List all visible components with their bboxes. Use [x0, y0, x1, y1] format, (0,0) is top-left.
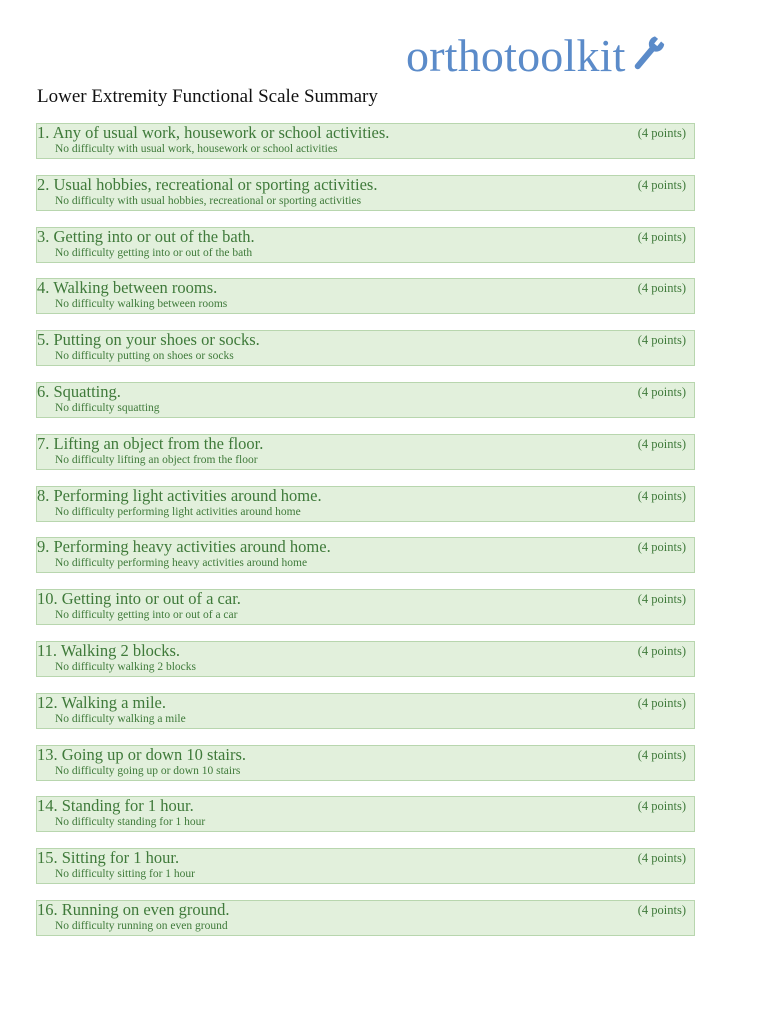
list-item	[36, 486, 695, 522]
list-item	[36, 123, 695, 159]
item-points: (4 points)	[637, 592, 686, 607]
list-item	[36, 693, 695, 729]
item-answer: No difficulty with usual work, housework or school activities	[55, 143, 338, 155]
list-item	[36, 382, 695, 418]
page-title: Lower Extremity Functional Scale Summary	[37, 86, 378, 107]
list-item	[36, 589, 695, 625]
list-item	[36, 641, 695, 677]
list-item	[36, 175, 695, 211]
item-question: 7. Lifting an object from the floor.	[37, 433, 264, 453]
item-question: 13. Going up or down 10 stairs.	[37, 744, 246, 764]
item-question: 5. Putting on your shoes or socks.	[37, 330, 260, 350]
item-points: (4 points)	[637, 747, 686, 762]
list-item	[36, 848, 695, 884]
item-question: 16. Running on even ground.	[37, 899, 230, 919]
item-points: (4 points)	[637, 643, 686, 658]
list-item	[36, 278, 695, 314]
logo	[406, 28, 668, 84]
item-answer: No difficulty squatting	[55, 401, 160, 414]
item-question: 15. Sitting for 1 hour.	[37, 848, 180, 868]
item-answer: No difficulty performing light activities around home	[55, 505, 301, 518]
item-answer: No difficulty lifting an object from the floor	[55, 453, 258, 466]
item-points: (4 points)	[637, 333, 686, 348]
item-answer: No difficulty getting into or out of a car	[55, 609, 238, 622]
item-question: 14. Standing for 1 hour.	[37, 796, 194, 816]
item-points: (4 points)	[637, 902, 686, 917]
item-points: (4 points)	[637, 281, 686, 296]
list-item	[36, 330, 695, 366]
list-item	[36, 537, 695, 573]
item-question: 9. Performing heavy activities around home.	[37, 537, 331, 557]
item-answer: No difficulty getting into or out of the bath	[55, 246, 253, 259]
item-question: 4. Walking between rooms.	[37, 278, 218, 298]
item-points: (4 points)	[637, 436, 686, 451]
item-question: 12. Walking a mile.	[37, 692, 166, 712]
item-answer: No difficulty standing for 1 hour	[55, 816, 206, 829]
item-question: 8. Performing light activities around home.	[37, 485, 322, 505]
list-item	[36, 796, 695, 832]
item-answer: No difficulty sitting for 1 hour	[55, 868, 196, 881]
item-question: 2. Usual hobbies, recreational or sporting activities.	[37, 174, 378, 194]
item-answer: No difficulty walking 2 blocks	[55, 660, 196, 673]
item-question: 11. Walking 2 blocks.	[37, 640, 181, 660]
item-points: (4 points)	[637, 851, 686, 866]
item-question: 6. Squatting.	[37, 381, 121, 401]
item-points: (4 points)	[637, 384, 686, 399]
item-points: (4 points)	[637, 695, 686, 710]
item-points: (4 points)	[637, 126, 686, 140]
logo-text: orthotoolkit	[406, 30, 626, 81]
item-answer: No difficulty walking between rooms	[55, 298, 228, 311]
item-points: (4 points)	[637, 229, 686, 244]
item-points: (4 points)	[637, 488, 686, 503]
list-item	[36, 745, 695, 781]
item-answer: No difficulty going up or down 10 stairs	[55, 764, 241, 777]
item-question: 10. Getting into or out of a car.	[37, 589, 241, 609]
wrench-icon	[628, 34, 668, 74]
list-item	[36, 434, 695, 470]
item-list	[36, 123, 695, 952]
item-answer: No difficulty putting on shoes or socks	[55, 350, 234, 363]
item-points: (4 points)	[637, 799, 686, 814]
item-points: (4 points)	[637, 177, 686, 192]
item-question: 3. Getting into or out of the bath.	[37, 226, 255, 246]
item-answer: No difficulty with usual hobbies, recreational or sporting activities	[55, 194, 362, 207]
item-answer: No difficulty performing heavy activities around home	[55, 557, 308, 570]
item-points: (4 points)	[637, 540, 686, 555]
list-item	[36, 900, 695, 936]
item-question: 1. Any of usual work, housework or school activities.	[37, 123, 390, 142]
item-answer: No difficulty walking a mile	[55, 712, 186, 725]
item-answer: No difficulty running on even ground	[55, 919, 228, 932]
list-item	[36, 227, 695, 263]
